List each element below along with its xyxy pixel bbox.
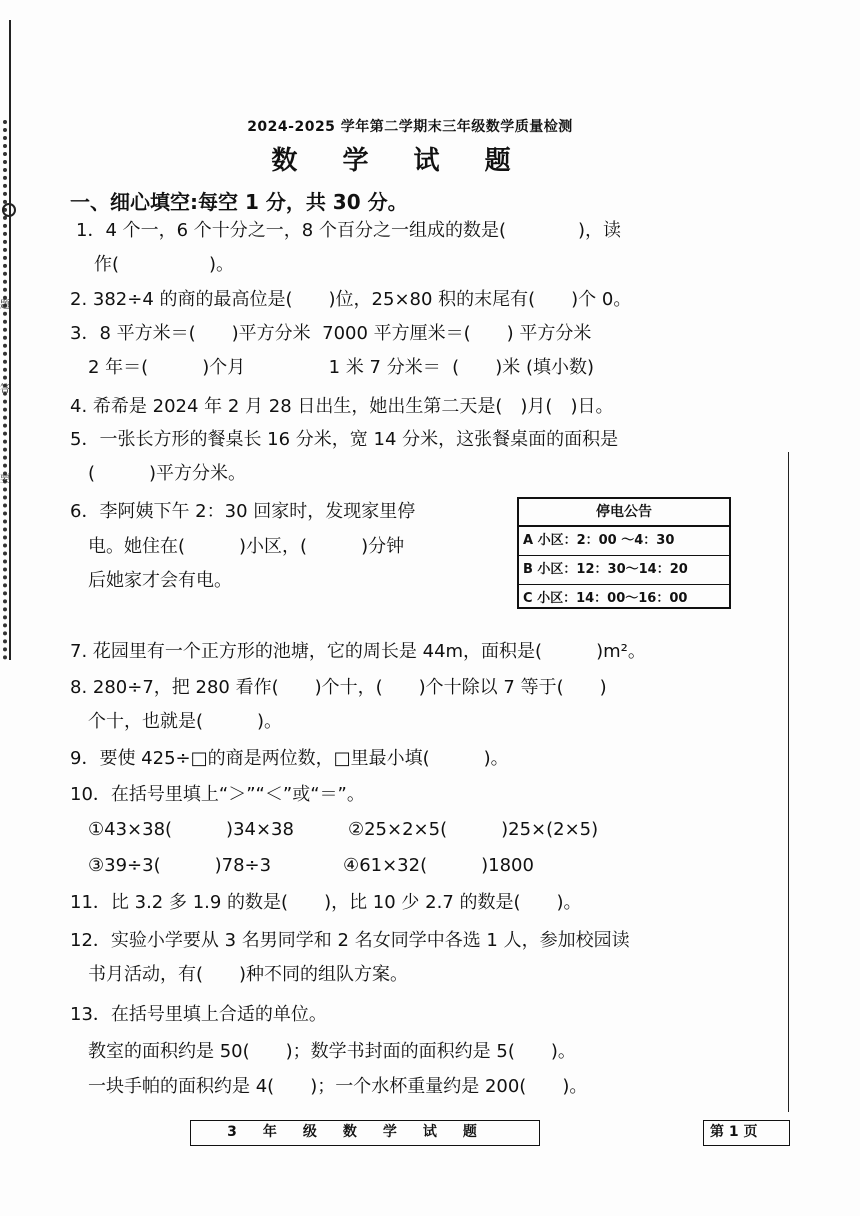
right-margin-line	[788, 452, 789, 1112]
question-line: ③39÷3( )78÷3 ④61×32( )1800	[70, 855, 534, 876]
question-line: 7. 花园里有一个正方形的池塘，它的周长是 44m，面积是( )m²。	[70, 641, 646, 662]
binding-mark-2: 答	[0, 384, 10, 395]
question-line: 9．要使 425÷□的商是两位数，□里最小填( )。	[70, 748, 509, 769]
question-line: 10．在括号里填上“＞”“＜”或“＝”。	[70, 784, 365, 805]
binding-hole-icon	[2, 203, 16, 217]
question-line: 11．比 3.2 多 1.9 的数是( )，比 10 少 2.7 的数是( )。	[70, 892, 582, 913]
power-outage-notice	[517, 497, 731, 609]
footer-page-number: 第 1 页	[703, 1120, 790, 1146]
question-line: 后她家才会有电。	[70, 570, 232, 591]
question-line: 书月活动，有( )种不同的组队方案。	[70, 964, 409, 985]
exam-subtitle: 2024-2025 学年第二学期末三年级数学质量检测	[247, 119, 573, 135]
footer-subject-box: 3年级数学试题	[190, 1120, 540, 1146]
notice-row: A 小区：2：00 ～4：30	[519, 527, 729, 556]
question-line: 8. 280÷7，把 280 看作( )个十，( )个十除以 7 等于( )	[70, 677, 607, 698]
notice-title: 停电公告	[519, 499, 729, 527]
question-line: 2 年＝( )个月 1 米 7 分米＝ ( )米 (填小数)	[70, 357, 594, 378]
exam-title: 数 学 试 题	[271, 146, 529, 176]
question-line: 2. 382÷4 的商的最高位是( )位，25×80 积的末尾有( )个 0。	[70, 289, 632, 310]
notice-row: B 小区：12：30～14：20	[519, 556, 729, 585]
question-line: ( )平方分米。	[70, 463, 247, 484]
question-line: 5．一张长方形的餐桌长 16 分米，宽 14 分米，这张餐桌面的面积是	[70, 429, 619, 450]
binding-mark-1: 题	[0, 300, 10, 311]
question-line: 6．李阿姨下午 2：30 回家时，发现家里停	[70, 501, 416, 522]
question-line: 13．在括号里填上合适的单位。	[70, 1004, 327, 1025]
section-title: 一、细心填空:每空 1 分，共 30 分。	[70, 190, 408, 214]
question-line: 教室的面积约是 50( )；数学书封面的面积约是 5( )。	[70, 1041, 576, 1062]
notice-row: C 小区：14：00～16：00	[523, 591, 688, 606]
question-line: 1．4 个一，6 个十分之一，8 个百分之一组成的数是( )，读	[76, 220, 622, 241]
question-line: 个十，也就是( )。	[70, 711, 283, 732]
question-line: 一块手帕的面积约是 4( )；一个水杯重量约是 200( )。	[70, 1076, 588, 1097]
question-line: ①43×38( )34×38 ②25×2×5( )25×(2×5)	[70, 819, 599, 840]
question-line: 12．实验小学要从 3 名男同学和 2 名女同学中各选 1 人，参加校园读	[70, 930, 630, 951]
question-line: 作( )。	[76, 254, 235, 275]
question-line: 4. 希希是 2024 年 2 月 28 日出生，她出生第二天是( )月( )日。	[70, 396, 614, 417]
question-line: 电。她住在( )小区，( )分钟	[70, 536, 405, 557]
question-line: 3．8 平方米＝( )平方分米 7000 平方厘米＝( ) 平方分米	[70, 323, 592, 344]
binding-mark-3: 要	[0, 474, 10, 485]
